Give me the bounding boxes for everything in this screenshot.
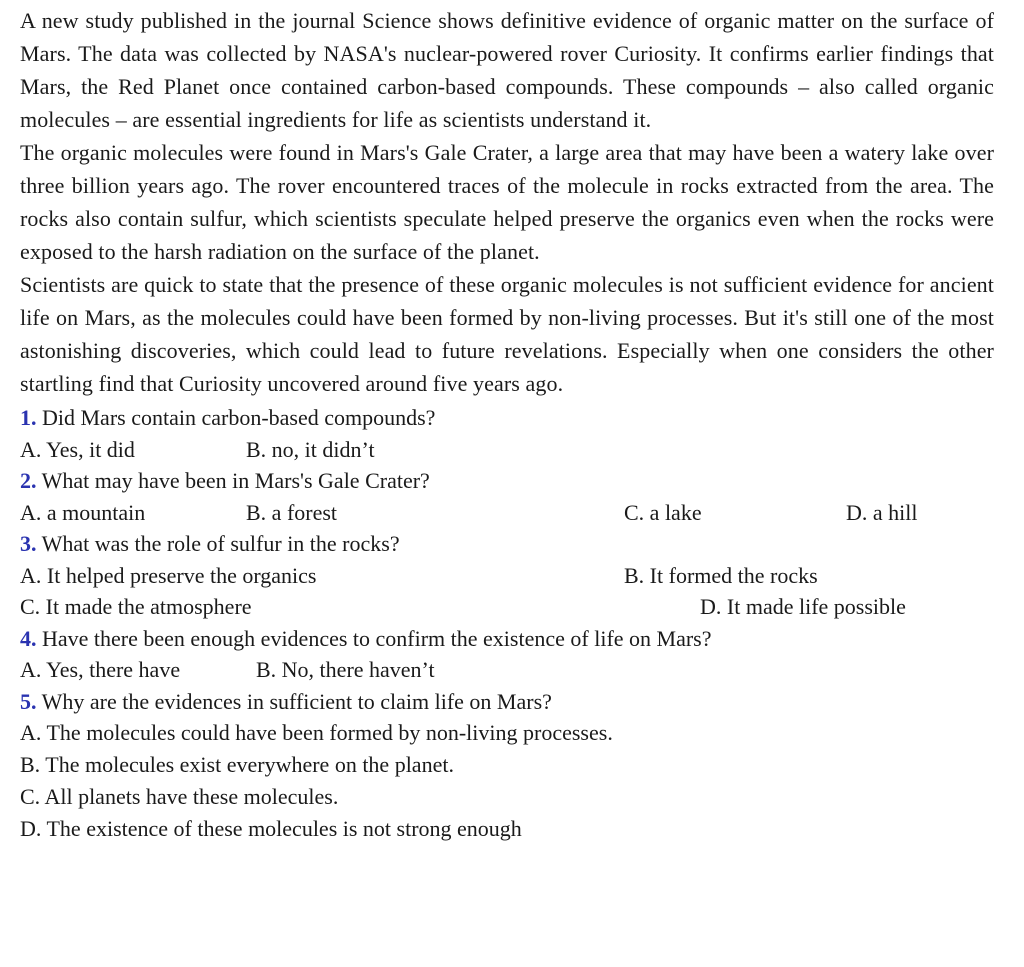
option-b[interactable]: B. a forest — [246, 499, 338, 525]
option-a[interactable]: A. It helped preserve the organics — [20, 562, 317, 588]
passage-paragraph-2: The organic molecules were found in Mars's Gale Crater, a large area that may have been a watery lake over three billion years ago. The rover encountered traces of the molecule in rocks extracted from the area. The rocks also contain sulfur, which scientists speculate helped preserve the organics even when the rocks were exposed to the harsh radiation on the surface of the planet. — [20, 140, 994, 264]
option-c[interactable]: C. a lake — [624, 499, 702, 525]
question-number: 2. — [20, 468, 37, 493]
option-a[interactable]: A. Yes, there have — [20, 657, 181, 682]
question-4 — [20, 623, 994, 655]
passage-paragraph-3: Scientists are quick to state that the presence of these organic molecules is not sufficient evidence for ancient life on Mars, as the molecules could have been formed by non-living processes. But it's still one of the most astonishing discoveries, which could lead to future revelations. Especially when one considers the other startling find that Curiosity uncovered around five years ago. — [20, 272, 994, 396]
question-number: 1. — [20, 405, 37, 430]
option-b[interactable]: B. No, there haven’t — [256, 657, 435, 682]
option-d[interactable]: D. The existence of these molecules is not strong enough — [20, 816, 522, 841]
document-page — [20, 4, 994, 845]
question-3 — [20, 528, 994, 560]
option-b[interactable]: B. The molecules exist everywhere on the planet. — [20, 752, 454, 777]
option-d[interactable]: D. a hill — [846, 499, 918, 525]
question-3-options-row-1 — [20, 560, 994, 592]
question-1 — [20, 402, 994, 434]
question-3-options-row-2 — [20, 591, 994, 623]
option-c[interactable]: C. All planets have these molecules. — [20, 784, 339, 809]
question-text: Why are the evidences in sufficient to claim life on Mars? — [41, 688, 552, 714]
option-a[interactable]: A. The molecules could have been formed by non-living processes. — [20, 720, 613, 745]
option-c[interactable]: C. It made the atmosphere — [20, 594, 252, 619]
question-number: 5. — [20, 688, 37, 714]
option-b[interactable]: B. It formed the rocks — [624, 562, 818, 588]
option-d[interactable]: D. It made life possible — [700, 594, 906, 619]
question-text: What may have been in Mars's Gale Crater? — [41, 468, 430, 493]
question-1-options — [20, 434, 994, 466]
option-a[interactable]: A. Yes, it did — [20, 436, 135, 462]
question-5 — [20, 686, 994, 718]
question-4-options — [20, 654, 994, 686]
question-number: 4. — [20, 625, 37, 651]
option-b[interactable]: B. no, it didn’t — [246, 436, 375, 462]
question-2-options — [20, 497, 994, 529]
option-a[interactable]: A. a mountain — [20, 499, 146, 525]
question-text: Did Mars contain carbon-based compounds? — [42, 405, 436, 430]
question-text: What was the role of sulfur in the rocks? — [41, 531, 400, 556]
question-2 — [20, 465, 994, 497]
passage-paragraph-1: A new study published in the journal Science shows definitive evidence of organic matter on the surface of Mars. The data was collected by NASA's nuclear-powered rover Curiosity. It confirms earlier findings that Mars, the Red Planet once contained carbon-based compounds. These compounds – also called organic molecules – are essential ingredients for life as scientists understand it. — [20, 8, 994, 132]
question-number: 3. — [20, 531, 37, 556]
question-text: Have there been enough evidences to confirm the existence of life on Mars? — [42, 625, 712, 651]
